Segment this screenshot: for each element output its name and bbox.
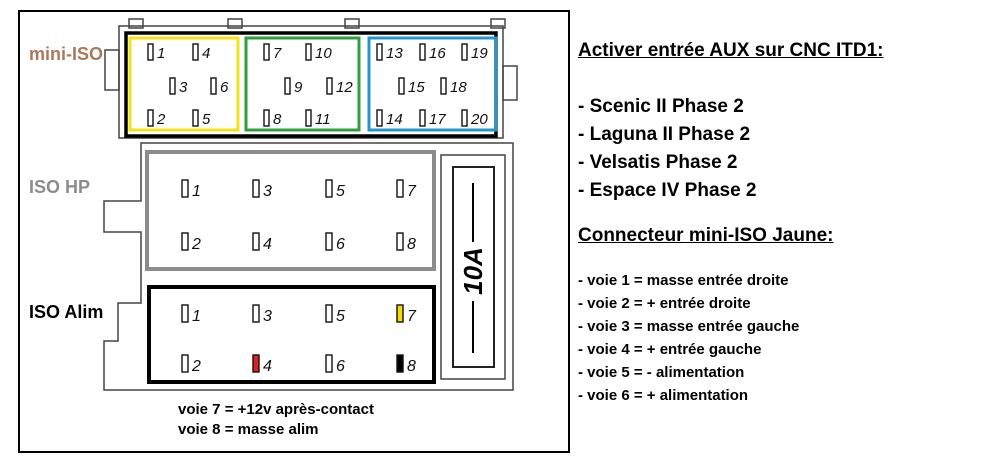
green-pins	[264, 44, 353, 128]
fuse-label: 10A	[458, 247, 488, 295]
pin-label: 2	[192, 236, 201, 253]
pin-label: 7	[407, 308, 416, 325]
note-voie-8: voie 8 = masse alim	[178, 421, 319, 438]
pin-label: 11	[315, 111, 331, 128]
pin-label: 8	[273, 111, 282, 128]
pin-label: 2	[157, 111, 166, 128]
pin-label: 1	[192, 183, 201, 200]
pin-label: 15	[408, 79, 425, 96]
pin-label: 5	[202, 111, 211, 128]
pin-label: 2	[192, 358, 201, 375]
instructions-panel	[578, 40, 998, 407]
pin-label: 3	[179, 79, 188, 96]
voie-item: - voie 3 = masse entrée gauche	[578, 318, 800, 335]
car-item: - Espace IV Phase 2	[578, 180, 757, 201]
iso-housing	[104, 143, 513, 390]
note-voie-7: voie 7 = +12v après-contact	[178, 401, 374, 418]
pin-label: 6	[336, 236, 345, 253]
pin-label: 4	[263, 236, 272, 253]
connector-title: Connecteur mini-ISO Jaune:	[578, 225, 834, 246]
pin-label: 5	[336, 183, 345, 200]
pin-label: 16	[429, 45, 446, 62]
pin-label: 6	[336, 358, 345, 375]
pin-label: 6	[220, 79, 229, 96]
pin-8-ground	[397, 355, 403, 372]
blue-pins	[377, 44, 488, 128]
pin-label: 17	[429, 111, 446, 128]
pin-label: 19	[471, 45, 488, 62]
car-item: - Laguna II Phase 2	[578, 124, 751, 145]
pin-label: 3	[263, 183, 272, 200]
pin-label: 14	[386, 111, 403, 128]
pin-label: 18	[450, 79, 467, 96]
iso-hp-pins	[182, 180, 417, 253]
pin-label: 8	[407, 236, 416, 253]
mini-iso-label: mini-ISO	[29, 44, 104, 64]
pin-label: 1	[192, 308, 201, 325]
pin-label: 4	[263, 358, 272, 375]
voie-item: - voie 4 = + entrée gauche	[578, 341, 762, 358]
pin-label: 12	[336, 79, 353, 96]
iso-alim-pins	[182, 305, 417, 375]
pin-label: 4	[202, 45, 211, 62]
pin-label: 10	[315, 45, 332, 62]
pin-7-plus-12v	[397, 305, 403, 322]
pin-label: 8	[407, 358, 416, 375]
voie-item: - voie 2 = + entrée droite	[578, 295, 751, 312]
voie-item: - voie 1 = masse entrée droite	[578, 272, 789, 289]
car-item: - Scenic II Phase 2	[578, 96, 744, 117]
iso-hp-frame	[147, 152, 434, 269]
aux-title: Activer entrée AUX sur CNC ITD1:	[578, 40, 884, 61]
car-item: - Velsatis Phase 2	[578, 152, 738, 173]
yellow-pins	[148, 44, 229, 128]
outer-frame	[19, 11, 569, 452]
pin-label: 3	[263, 308, 272, 325]
fuse-holder	[441, 155, 505, 379]
voie-item: - voie 5 = - alimentation	[578, 364, 745, 381]
pin-4-red	[253, 355, 259, 372]
pin-label: 5	[336, 308, 345, 325]
voie-item: - voie 6 = + alimentation	[578, 387, 749, 404]
pin-label: 7	[273, 45, 282, 62]
iso-alim-label: ISO Alim	[29, 302, 104, 322]
pin-label: 20	[471, 111, 488, 128]
pin-label: 7	[407, 183, 416, 200]
power-notes	[178, 400, 374, 440]
pin-label: 1	[157, 45, 166, 62]
pin-label: 9	[294, 79, 303, 96]
pin-label: 13	[386, 45, 403, 62]
iso-hp-label: ISO HP	[29, 177, 91, 197]
